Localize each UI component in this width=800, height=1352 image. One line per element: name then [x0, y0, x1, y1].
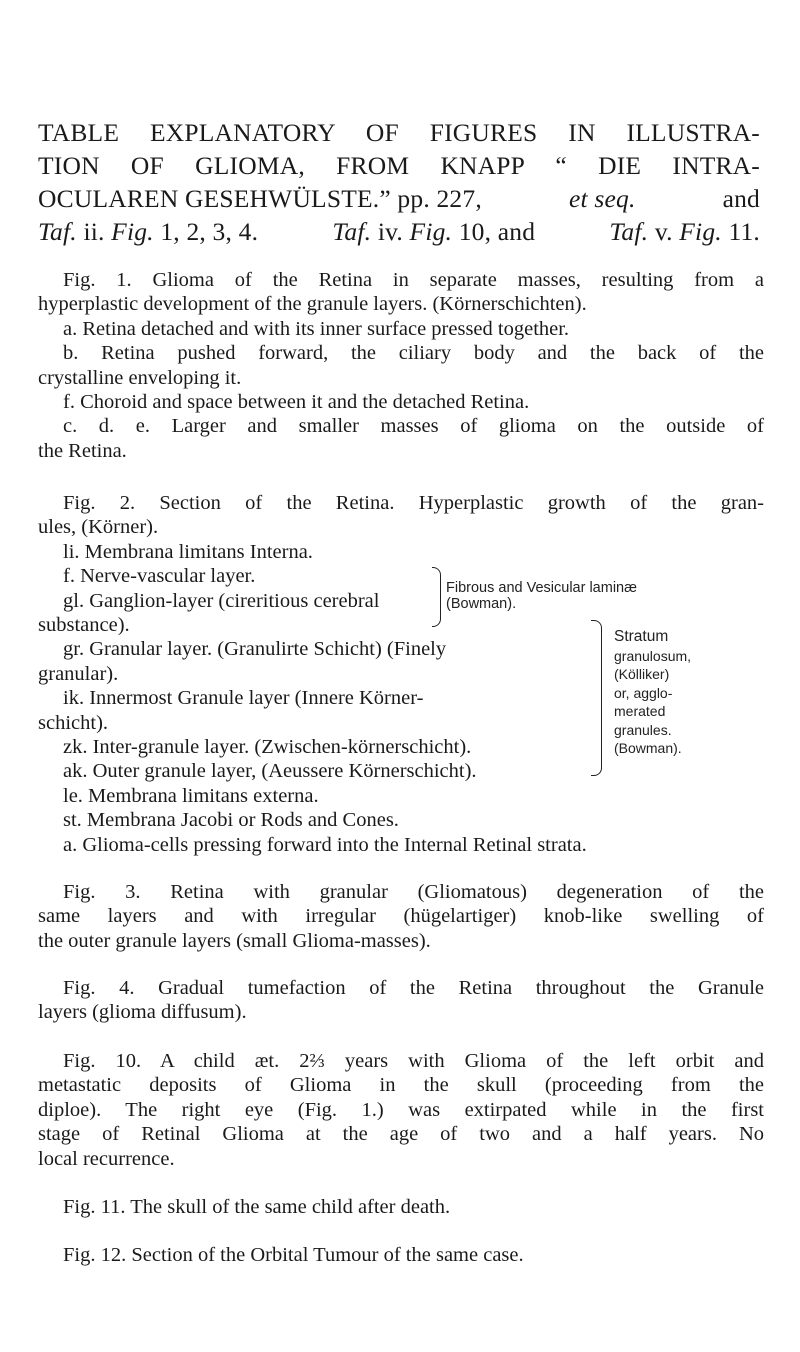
fig2-item-ak: ak. Outer granule layer, (Aeussere Körnerschicht). — [63, 760, 477, 783]
fig3-line: the outer granule layers (small Glioma-masses). — [38, 929, 431, 952]
fig11-section — [38, 1195, 764, 1219]
fig2-item-ik: ik. Innermost Granule layer (Innere Körner- — [63, 687, 424, 710]
stratum-note-line: or, agglo- — [614, 684, 673, 701]
fig10-line: Fig. 10. A child æt. 2⅔ years with Glioma of the left orbit and — [63, 1050, 764, 1072]
fig2-item-gr: granular). — [38, 662, 119, 685]
fig1-item-b: crystalline enveloping it. — [38, 366, 242, 389]
fig11-line: Fig. 11. The skull of the same child after death. — [63, 1196, 451, 1218]
title-taf: Taf. — [38, 217, 77, 246]
fig4-line: Fig. 4. Gradual tumefaction of the Retina throughout the Granule — [63, 977, 764, 999]
fig1-line: hyperplastic development of the granule layers. (Körnerschichten). — [38, 293, 587, 316]
title-line-3-text: OCULAREN GESEHWÜLSTE.” pp. 227, — [38, 184, 482, 213]
fig1-line: Fig. 1. Glioma of the Retina in separate masses, resulting from a — [63, 269, 764, 291]
fig2-line: Fig. 2. Section of the Retina. Hyperplastic growth of the gran- — [63, 492, 764, 514]
stratum-note-line: granules. — [614, 721, 672, 738]
fig10-line: diploe). The right eye (Fig. 1.) was extirpated while in the first — [38, 1098, 764, 1121]
fig3-line: same layers and with irregular (hügelartiger) knob-like swelling of — [38, 905, 764, 928]
fibrous-note-line: Fibrous and Vesicular laminæ — [446, 580, 638, 596]
fig2-item-li: li. Membrana limitans Interna. — [63, 540, 313, 563]
fig2-item-gl: substance). — [38, 614, 130, 637]
fig1-section — [38, 268, 764, 463]
fig2-item-f: f. Nerve-vascular layer. — [63, 565, 256, 588]
fig12-section — [38, 1243, 764, 1267]
fibrous-note-line: (Bowman). — [446, 596, 517, 612]
title-line-3 — [38, 182, 760, 215]
title-fig: Fig. — [679, 217, 722, 246]
stratum-note-line: granulosum, — [614, 647, 692, 664]
fibrous-note — [446, 580, 637, 612]
stratum-note — [614, 628, 691, 758]
fig2-item-le: le. Membrana limitans externa. — [63, 784, 319, 807]
fig1-item-a: a. Retina detached and with its inner surface pressed together. — [63, 317, 570, 340]
fig10-section — [38, 1049, 764, 1171]
fig2-item-gl: gl. Ganglion-layer (cireritious cerebral — [63, 589, 380, 612]
title-taf: Taf. — [332, 217, 372, 246]
title-line-4 — [38, 215, 760, 248]
page-title — [38, 116, 760, 248]
fig1-item-cde: c. d. e. Larger and smaller masses of glioma on the outside of — [63, 415, 764, 438]
fig2-item-zk: zk. Inter-granule layer. (Zwischen-körnerschicht). — [63, 736, 472, 759]
fig2-item-st: st. Membrana Jacobi or Rods and Cones. — [63, 809, 399, 832]
fig1-item-cde: the Retina. — [38, 439, 127, 462]
title-and: and — [722, 184, 760, 213]
stratum-note-line: merated — [614, 703, 666, 719]
fig2-item-gr: gr. Granular layer. (Granulirte Schicht) (Finely — [63, 638, 447, 661]
title-fig-numbers: 1, 2, 3, 4. — [160, 217, 259, 246]
fig12-line: Fig. 12. Section of the Orbital Tumour of the same case. — [63, 1244, 524, 1266]
stratum-note-line: (Kölliker) — [614, 666, 670, 682]
fig3-section — [38, 880, 764, 953]
fig10-line: local recurrence. — [38, 1147, 175, 1170]
title-roman: ii. — [83, 217, 105, 246]
fig1-item-f: f. Choroid and space between it and the detached Retina. — [63, 391, 530, 414]
fig10-line: metastatic deposits of Glioma in the skull (proceeding from the — [38, 1074, 764, 1097]
fig1-item-b: b. Retina pushed forward, the ciliary body and the back of the — [63, 342, 764, 365]
title-taf: Taf. — [609, 217, 649, 246]
fig4-line: layers (glioma diffusum). — [38, 1001, 247, 1024]
fig4-section — [38, 976, 764, 1025]
brace-stratum — [591, 620, 602, 776]
fig10-line: stage of Retinal Glioma at the age of two and a half years. No — [38, 1123, 764, 1146]
title-line-2: TION OF GLIOMA, FROM KNAPP “ DIE INTRA- — [38, 151, 760, 180]
fig2-line: ules, (Körner). — [38, 516, 159, 539]
title-fig: Fig. — [111, 217, 154, 246]
title-fig-numbers: 10, and — [458, 217, 536, 246]
stratum-note-line: (Bowman). — [614, 740, 682, 756]
title-fig-numbers: 11. — [728, 217, 760, 246]
brace-fibrous — [432, 567, 441, 627]
title-et-seq: et seq. — [568, 184, 636, 213]
title-fig: Fig. — [409, 217, 453, 246]
title-line-1: TABLE EXPLANATORY OF FIGURES IN ILLUSTRA- — [38, 118, 760, 147]
fig3-line: Fig. 3. Retina with granular (Gliomatous) degeneration of the — [63, 881, 764, 903]
title-roman: v. — [654, 217, 673, 246]
stratum-note-line: Stratum — [614, 628, 669, 645]
fig2-item-a: a. Glioma-cells pressing forward into the Internal Retinal strata. — [63, 833, 587, 856]
fig2-item-ik: schicht). — [38, 711, 109, 734]
title-roman: iv. — [377, 217, 403, 246]
